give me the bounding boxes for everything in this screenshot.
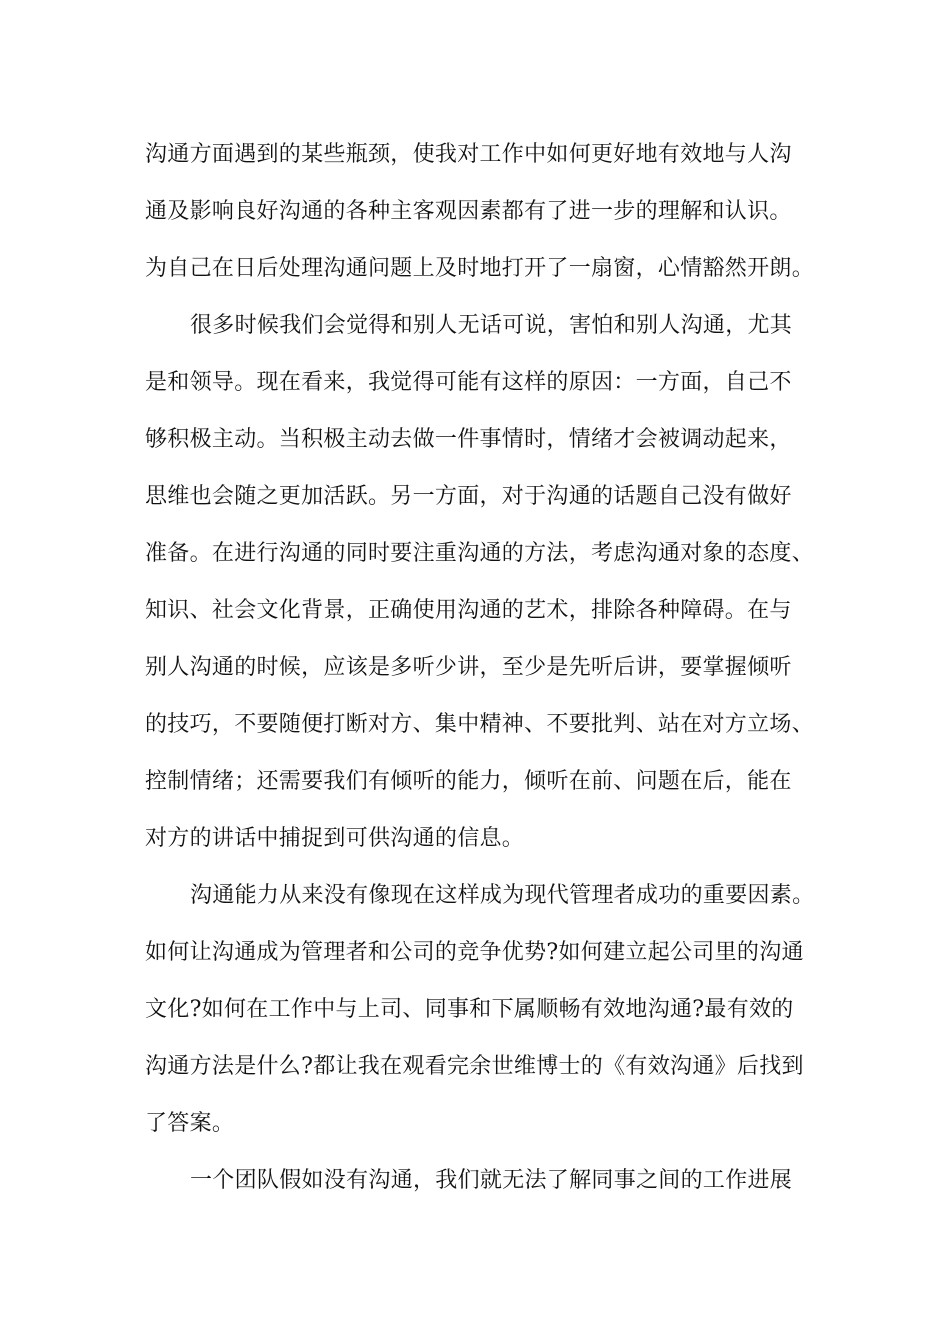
- text-line: 是和领导。现在看来，我觉得可能有这样的原因：一方面，自己不: [145, 370, 792, 395]
- text-line: 通及影响良好沟通的各种主客观因素都有了进一步的理解和认识。: [145, 199, 792, 224]
- text-line: 知识、社会文化背景，正确使用沟通的艺术，排除各种障碍。在与: [145, 598, 792, 623]
- body-text: [145, 126, 825, 1209]
- text-line: 为自己在日后处理沟通问题上及时地打开了一扇窗，心情豁然开朗。: [145, 256, 815, 281]
- text-line: 沟通方法是什么?都让我在观看完余世维博士的《有效沟通》后找到: [145, 1054, 804, 1079]
- text-line: 很多时候我们会觉得和别人无话可说，害怕和别人沟通，尤其: [190, 313, 793, 338]
- text-line: 如何让沟通成为管理者和公司的竞争优势?如何建立起公司里的沟通: [145, 940, 804, 965]
- text-line: 了答案。: [145, 1111, 235, 1136]
- text-line: 准备。在进行沟通的同时要注重沟通的方法，考虑沟通对象的态度、: [145, 541, 815, 566]
- text-line: 对方的讲话中捕捉到可供沟通的信息。: [145, 826, 525, 851]
- text-line: 沟通能力从来没有像现在这样成为现代管理者成功的重要因素。: [190, 883, 815, 908]
- text-line: 文化?如何在工作中与上司、同事和下属顺畅有效地沟通?最有效的: [145, 997, 794, 1022]
- text-line: 一个团队假如没有沟通，我们就无法了解同事之间的工作进展: [190, 1168, 793, 1193]
- text-line: 思维也会随之更加活跃。另一方面，对于沟通的话题自己没有做好: [145, 484, 792, 509]
- text-line: 别人沟通的时候，应该是多听少讲，至少是先听后讲，要掌握倾听: [145, 655, 792, 680]
- text-line: 沟通方面遇到的某些瓶颈，使我对工作中如何更好地有效地与人沟: [145, 142, 792, 167]
- text-line: 的技巧，不要随便打断对方、集中精神、不要批判、站在对方立场、: [145, 712, 815, 737]
- text-line: 够积极主动。当积极主动去做一件事情时，情绪才会被调动起来，: [145, 427, 792, 452]
- text-line: 控制情绪；还需要我们有倾听的能力，倾听在前、问题在后，能在: [145, 769, 792, 794]
